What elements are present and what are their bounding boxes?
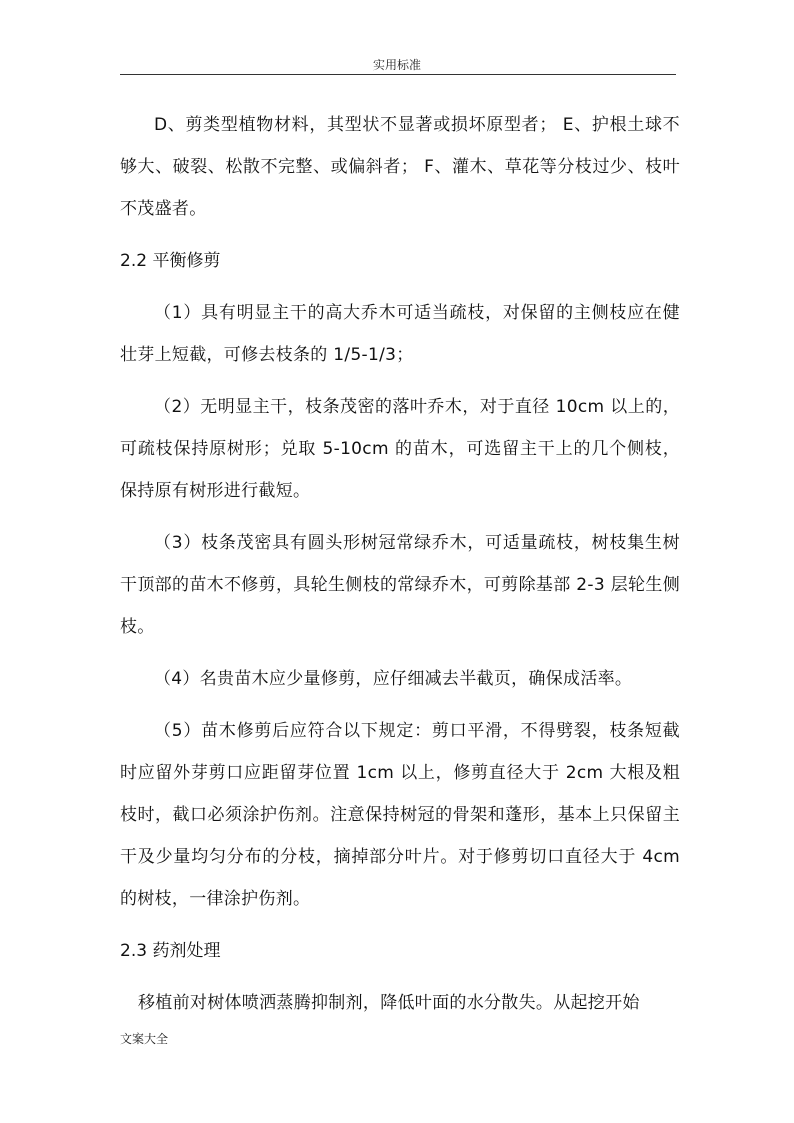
list-item-2: （2）无明显主干，枝条茂密的落叶乔木，对于直径 10cm 以上的，可疏枝保持原树形；兑取 5-10cm 的苗木，可选留主干上的几个侧枝，保持原有树形进行截短。	[120, 397, 680, 501]
paragraph-rejection-criteria: D、剪类型植物材料，其型状不显著或损坏原型者； E、护根土球不够大、破裂、松散不完整、或偏斜者； F、灌木、草花等分枝过少、枝叶不茂盛者。	[120, 115, 680, 219]
page-footer: 文案大全	[120, 1032, 169, 1046]
list-item-1: （1）具有明显主干的高大乔木可适当疏枝，对保留的主侧枝应在健壮芽上短截，可修去枝条的 1/5-1/3；	[120, 303, 680, 365]
section-heading-2-2: 2.2 平衡修剪	[120, 251, 221, 271]
paragraph-chemical-treatment: 移植前对树体喷洒蒸腾抑制剂，降低叶面的水分散失。从起挖开始	[138, 993, 640, 1013]
list-item-5: （5）苗木修剪后应符合以下规定：剪口平滑，不得劈裂，枝条短截时应留外芽剪口应距留芽位置 1cm 以上，修剪直径大于 2cm 大根及粗枝时，截口必须涂护伤剂。注意保持树冠的骨架和蓬形，基本上只保留主干及少量均匀分布的分枝，摘掉部分叶片。对于修剪切口直径大于 4cm 的树枝，一律涂护伤剂。	[120, 721, 680, 909]
list-item-4: （4）名贵苗木应少量修剪，应仔细减去半截页，确保成活率。	[154, 669, 633, 689]
document-body	[120, 104, 680, 1034]
header-divider	[120, 74, 676, 75]
list-item-3: （3）枝条茂密具有圆头形树冠常绿乔木，可适量疏枝，树枝集生树干顶部的苗木不修剪，具轮生侧枝的常绿乔木，可剪除基部 2-3 层轮生侧枝。	[120, 533, 680, 637]
page-header: 实用标准	[372, 58, 421, 72]
section-heading-2-3: 2.3 药剂处理	[120, 941, 221, 961]
